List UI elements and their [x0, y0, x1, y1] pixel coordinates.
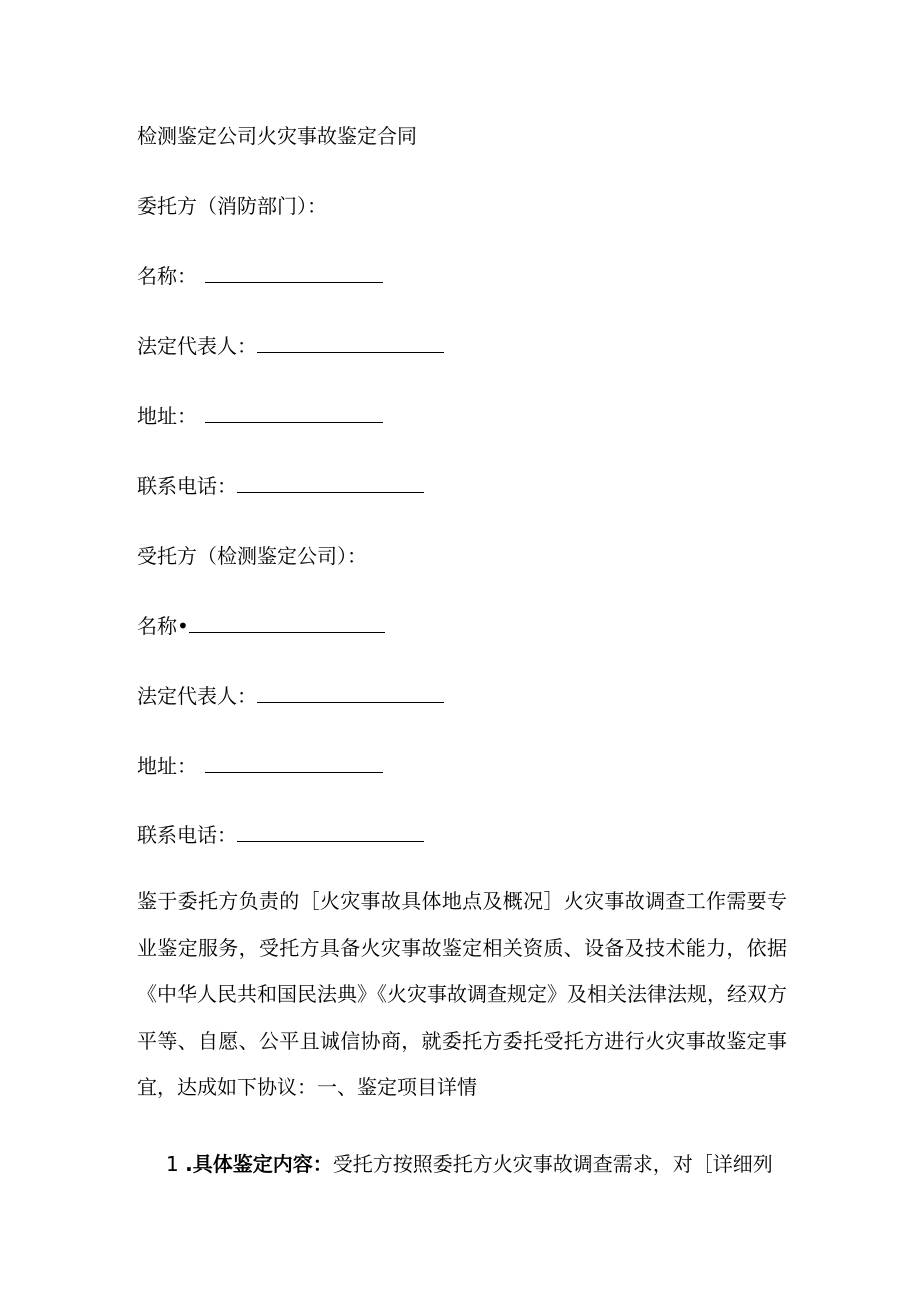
client-phone-label: 联系电话： — [137, 474, 237, 498]
client-phone-row — [137, 474, 424, 498]
client-name-label: 名称： — [137, 264, 197, 288]
contractor-addr-blank[interactable] — [205, 754, 383, 773]
contractor-name-row — [137, 614, 385, 638]
client-addr-row — [137, 404, 383, 428]
contractor-name-blank[interactable] — [189, 614, 385, 633]
contractor-rep-label: 法定代表人： — [137, 684, 257, 708]
contractor-addr-row — [137, 754, 383, 778]
preamble-paragraph: 鉴于委托方负责的［火灾事故具体地点及概况］火灾事故调查工作需要专业鉴定服务，受托方具备火灾事故鉴定相关资质、设备及技术能力，依据《中华人民共和国民法典》《火灾事故调查规定》及相关法律法规，经双方平等、自愿、公平且诚信协商，就委托方委托受托方进行火灾事故鉴定事宜，达成如下协议：一、鉴定项目详情 — [137, 889, 787, 1099]
contractor-rep-blank[interactable] — [257, 684, 444, 703]
contractor-header: 受托方（检测鉴定公司）： — [137, 544, 367, 568]
clause-1-number: 1 — [166, 1152, 179, 1176]
contractor-phone-blank[interactable] — [237, 823, 424, 842]
client-rep-label: 法定代表人： — [137, 334, 257, 358]
document-title: 检测鉴定公司火灾事故鉴定合同 — [137, 124, 417, 148]
clause-1 — [166, 1152, 773, 1176]
client-rep-blank[interactable] — [257, 334, 444, 353]
client-phone-blank[interactable] — [237, 474, 424, 493]
contractor-phone-row — [137, 823, 424, 847]
client-addr-blank[interactable] — [205, 404, 383, 423]
contractor-phone-label: 联系电话： — [137, 823, 237, 847]
clause-1-text: 受托方按照委托方火灾事故调查需求，对［详细列 — [332, 1152, 773, 1176]
clause-1-heading: .具体鉴定内容： — [185, 1152, 333, 1176]
contractor-name-label: 名称• — [137, 614, 189, 638]
client-name-blank[interactable] — [205, 264, 383, 283]
client-addr-label: 地址： — [137, 404, 197, 428]
contractor-addr-label: 地址： — [137, 754, 197, 778]
contractor-rep-row — [137, 684, 444, 708]
client-rep-row — [137, 334, 444, 358]
client-header: 委托方（消防部门）： — [137, 194, 327, 218]
client-name-row — [137, 264, 383, 288]
